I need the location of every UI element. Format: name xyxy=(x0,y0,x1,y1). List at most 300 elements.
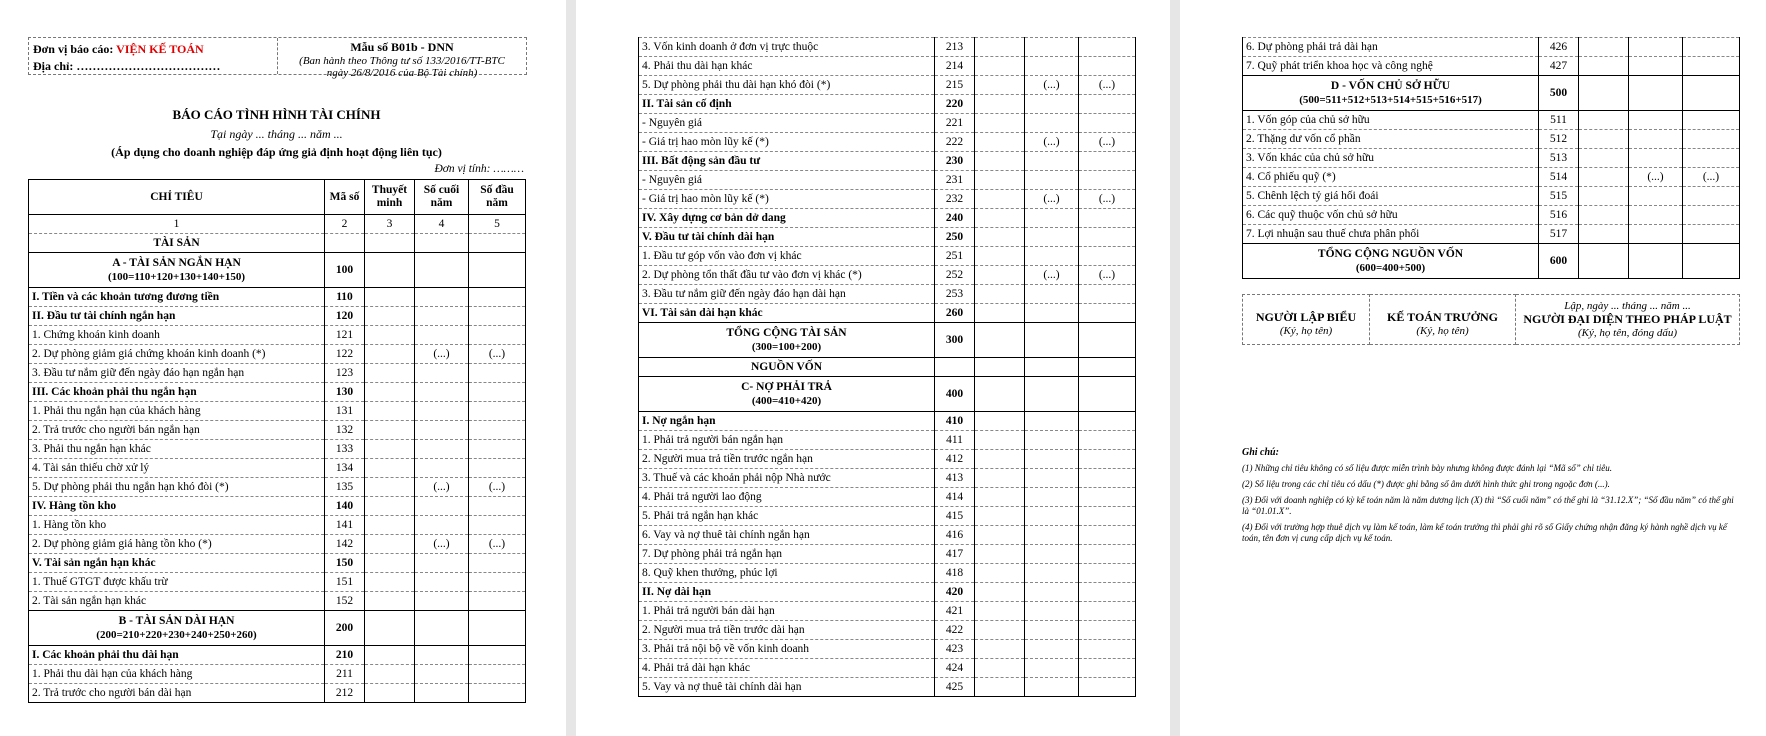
row-end-value xyxy=(415,253,469,288)
signature-date-line: Lập, ngày ... tháng ... năm ... xyxy=(1564,300,1691,312)
table-row xyxy=(639,450,1136,469)
table-row xyxy=(639,358,1136,377)
row-end-value xyxy=(1629,111,1683,130)
row-code: 232 xyxy=(935,190,975,209)
row-formula: (500=511+512+513+514+515+516+517) xyxy=(1299,94,1482,106)
row-end-value xyxy=(1025,57,1079,76)
row-code: 100 xyxy=(325,253,365,288)
row-code: 411 xyxy=(935,431,975,450)
table-row xyxy=(29,440,526,459)
row-indicator xyxy=(29,402,325,421)
table-row xyxy=(1243,130,1740,149)
row-code xyxy=(935,358,975,377)
row-end-value xyxy=(1025,678,1079,697)
row-label: 1. Vốn góp của chủ sở hữu xyxy=(1246,114,1370,126)
row-end-value xyxy=(1025,545,1079,564)
row-code: 420 xyxy=(935,583,975,602)
row-begin-value xyxy=(1079,304,1136,323)
row-indicator xyxy=(639,469,935,488)
row-begin-value xyxy=(1079,57,1136,76)
row-code: 123 xyxy=(325,364,365,383)
table-row xyxy=(29,478,526,497)
row-indicator xyxy=(639,76,935,95)
row-label: 2. Dự phòng giảm giá chứng khoán kinh doanh (*) xyxy=(32,348,266,360)
row-end-value xyxy=(1629,244,1683,279)
row-label: I. Các khoản phải thu dài hạn xyxy=(32,649,179,661)
row-formula: (400=410+420) xyxy=(751,395,822,407)
row-indicator xyxy=(639,545,935,564)
row-indicator xyxy=(29,364,325,383)
row-indicator xyxy=(639,358,935,377)
accountant-sign-hint: (Ký, họ tên) xyxy=(1416,325,1469,337)
issued-line-2: ngày 26/8/2016 của Bộ Tài chính) xyxy=(326,67,478,79)
row-code: 133 xyxy=(325,440,365,459)
row-note xyxy=(975,133,1025,152)
row-note xyxy=(1579,76,1629,111)
table-row xyxy=(1243,76,1740,111)
table-row xyxy=(29,459,526,478)
report-header xyxy=(28,37,527,79)
row-label: 1. Phải trả người bán dài hạn xyxy=(642,605,775,617)
row-begin-value xyxy=(1079,621,1136,640)
row-code: 151 xyxy=(325,573,365,592)
row-begin-value xyxy=(1683,130,1740,149)
note-2: (2) Số liệu trong các chỉ tiêu có dấu (*) được ghi bằng số âm dưới hình thức ghi trong ngoặc đơn (...). xyxy=(1242,479,1610,489)
row-code: 511 xyxy=(1539,111,1579,130)
row-label: I. Tiền và các khoản tương đương tiền xyxy=(32,291,220,303)
form-number: Mẫu số B01b - DNN xyxy=(350,40,454,54)
row-label: TÀI SẢN xyxy=(153,237,200,249)
table-row xyxy=(1243,187,1740,206)
row-label: 3. Thuế và các khoản phải nộp Nhà nước xyxy=(642,472,831,484)
table-row xyxy=(639,247,1136,266)
table-row xyxy=(29,326,526,345)
row-begin-value xyxy=(1079,95,1136,114)
row-label: 3. Vốn khác của chủ sở hữu xyxy=(1246,152,1375,164)
row-note xyxy=(975,507,1025,526)
row-indicator xyxy=(639,488,935,507)
row-label: 4. Phải thu dài hạn khác xyxy=(642,60,753,72)
row-indicator xyxy=(29,646,325,665)
row-indicator xyxy=(1243,244,1539,279)
col-num-2: 2 xyxy=(325,215,365,234)
row-code: 514 xyxy=(1539,168,1579,187)
row-note xyxy=(975,583,1025,602)
table-row xyxy=(29,592,526,611)
row-end-value xyxy=(1629,76,1683,111)
row-note xyxy=(975,431,1025,450)
row-label: 2. Dự phòng tổn thất đầu tư vào đơn vị khác (*) xyxy=(642,269,862,281)
row-label: 1. Phải trả người bán ngắn hạn xyxy=(642,434,784,446)
row-code: 417 xyxy=(935,545,975,564)
row-indicator xyxy=(29,421,325,440)
col-num-4: 4 xyxy=(415,215,469,234)
signature-block xyxy=(1242,294,1740,345)
row-note xyxy=(365,288,415,307)
row-code: 422 xyxy=(935,621,975,640)
row-indicator xyxy=(639,114,935,133)
note-1: (1) Những chỉ tiêu không có số liệu được miễn trình bày nhưng không được đánh lại “Mã số” chỉ tiêu. xyxy=(1242,463,1612,473)
preparer-sign-hint: (Ký, họ tên) xyxy=(1279,325,1333,337)
issued-line-1: (Ban hành theo Thông tư số 133/2016/TT-BTC xyxy=(299,55,505,67)
row-label: 2. Thặng dư vốn cổ phần xyxy=(1246,133,1361,145)
row-indicator xyxy=(639,678,935,697)
row-begin-value xyxy=(1079,640,1136,659)
row-code: 251 xyxy=(935,247,975,266)
row-indicator xyxy=(639,171,935,190)
row-note xyxy=(975,266,1025,285)
row-indicator xyxy=(639,190,935,209)
report-title: BÁO CÁO TÌNH HÌNH TÀI CHÍNH xyxy=(172,107,381,122)
row-end-value xyxy=(415,665,469,684)
row-indicator xyxy=(639,564,935,583)
row-begin-value xyxy=(469,421,526,440)
row-label: 2. Dự phòng giảm giá hàng tồn kho (*) xyxy=(32,538,212,550)
row-indicator xyxy=(639,507,935,526)
table-row xyxy=(29,684,526,703)
row-label: A - TÀI SẢN NGẮN HẠN xyxy=(112,257,241,269)
row-label: 2. Người mua trả tiền trước ngắn hạn xyxy=(642,453,813,465)
table-row xyxy=(29,234,526,253)
row-label: 2. Trả trước cho người bán ngắn hạn xyxy=(32,424,200,436)
row-indicator xyxy=(1243,111,1539,130)
row-note xyxy=(975,640,1025,659)
column-number-row xyxy=(29,215,526,234)
col-note: Thuyết minh xyxy=(365,180,415,215)
row-code: 134 xyxy=(325,459,365,478)
row-label: - Nguyên giá xyxy=(642,117,703,129)
table-row xyxy=(639,304,1136,323)
row-indicator xyxy=(639,377,935,412)
row-code: 230 xyxy=(935,152,975,171)
preparer-cell xyxy=(1243,295,1370,345)
row-begin-value xyxy=(1079,469,1136,488)
row-note xyxy=(975,152,1025,171)
row-begin-value xyxy=(1079,659,1136,678)
row-end-value xyxy=(1025,171,1079,190)
row-note xyxy=(365,573,415,592)
row-begin-value xyxy=(469,288,526,307)
row-code: 220 xyxy=(935,95,975,114)
row-indicator xyxy=(1243,76,1539,111)
row-note xyxy=(975,76,1025,95)
row-note xyxy=(365,497,415,516)
row-end-value xyxy=(415,646,469,665)
col-code: Mã số xyxy=(325,180,365,215)
table-row xyxy=(639,678,1136,697)
row-begin-value xyxy=(1683,57,1740,76)
row-note xyxy=(365,234,415,253)
row-code: 252 xyxy=(935,266,975,285)
row-indicator xyxy=(1243,149,1539,168)
row-begin-value xyxy=(1079,507,1136,526)
row-code: 142 xyxy=(325,535,365,554)
row-end-value xyxy=(1629,187,1683,206)
table-row xyxy=(29,554,526,573)
row-note xyxy=(975,285,1025,304)
row-end-value xyxy=(1025,412,1079,431)
row-begin-value xyxy=(469,611,526,646)
row-label: 5. Phải trả ngắn hạn khác xyxy=(642,510,759,522)
row-begin-value xyxy=(1079,323,1136,358)
row-begin-value xyxy=(469,497,526,516)
row-end-value xyxy=(415,383,469,402)
row-label: 1. Chứng khoán kinh doanh xyxy=(32,329,160,341)
row-code: 260 xyxy=(935,304,975,323)
row-note xyxy=(975,190,1025,209)
row-note xyxy=(365,402,415,421)
row-code: 517 xyxy=(1539,225,1579,244)
row-note xyxy=(1579,57,1629,76)
row-end-value xyxy=(1629,130,1683,149)
legal-rep-title: NGƯỜI ĐẠI DIỆN THEO PHÁP LUẬT xyxy=(1523,312,1732,326)
row-end-value xyxy=(1025,247,1079,266)
row-end-value xyxy=(1025,621,1079,640)
row-end-value xyxy=(415,573,469,592)
row-end-value xyxy=(1025,323,1079,358)
row-indicator xyxy=(1243,187,1539,206)
row-begin-value xyxy=(469,665,526,684)
preparer-title: NGƯỜI LẬP BIỂU xyxy=(1255,310,1357,324)
row-label: 4. Phải trả dài hạn khác xyxy=(642,662,750,674)
table-row xyxy=(639,190,1136,209)
row-end-value: (...) xyxy=(1629,168,1683,187)
row-note xyxy=(975,377,1025,412)
row-begin-value xyxy=(1079,526,1136,545)
table-row xyxy=(639,621,1136,640)
row-end-value xyxy=(415,326,469,345)
row-indicator xyxy=(29,516,325,535)
table-row xyxy=(639,95,1136,114)
unit-name: VIỆN KẾ TOÁN xyxy=(116,42,204,56)
row-note xyxy=(975,114,1025,133)
col-num-1: 1 xyxy=(29,215,325,234)
table-row xyxy=(639,133,1136,152)
row-begin-value xyxy=(1079,488,1136,507)
row-note xyxy=(975,602,1025,621)
row-indicator xyxy=(639,323,935,358)
row-note xyxy=(975,526,1025,545)
table-row xyxy=(29,516,526,535)
row-label: 3. Phải trả nội bộ về vốn kinh doanh xyxy=(642,643,810,655)
row-end-value xyxy=(1629,57,1683,76)
row-code: 410 xyxy=(935,412,975,431)
row-label: 5. Chênh lệch tỷ giá hối đoái xyxy=(1246,190,1379,202)
row-label: II. Nợ dài hạn xyxy=(642,586,712,598)
table-row xyxy=(29,402,526,421)
row-note xyxy=(365,459,415,478)
row-indicator xyxy=(29,535,325,554)
table-row xyxy=(29,421,526,440)
table-row xyxy=(29,253,526,288)
row-label: 6. Vay và nợ thuê tài chính ngắn hạn xyxy=(642,529,810,541)
row-end-value: (...) xyxy=(415,535,469,554)
row-begin-value xyxy=(1079,152,1136,171)
row-indicator xyxy=(639,95,935,114)
row-label: 5. Vay và nợ thuê tài chính dài hạn xyxy=(642,681,802,693)
row-begin-value: (...) xyxy=(469,478,526,497)
row-label: - Giá trị hao mòn lũy kế (*) xyxy=(642,193,769,205)
row-end-value xyxy=(1025,152,1079,171)
row-indicator xyxy=(639,431,935,450)
row-label: I. Nợ ngắn hạn xyxy=(642,415,716,427)
row-indicator xyxy=(639,247,935,266)
row-indicator xyxy=(639,304,935,323)
row-begin-value xyxy=(1683,206,1740,225)
row-note xyxy=(975,38,1025,57)
row-end-value xyxy=(1025,358,1079,377)
report-applies: (Áp dụng cho doanh nghiệp đáp ứng giả định hoạt động liên tục) xyxy=(111,145,442,159)
row-end-value xyxy=(415,516,469,535)
row-note xyxy=(975,412,1025,431)
row-label: 4. Cổ phiếu quỹ (*) xyxy=(1246,171,1336,183)
row-end-value xyxy=(1025,507,1079,526)
col-end: Số cuối năm xyxy=(415,180,469,215)
row-note xyxy=(365,611,415,646)
row-begin-value xyxy=(1079,678,1136,697)
row-formula: (100=110+120+130+140+150) xyxy=(107,271,246,283)
table-row xyxy=(639,76,1136,95)
row-note xyxy=(365,535,415,554)
row-indicator xyxy=(639,526,935,545)
row-code: 500 xyxy=(1539,76,1579,111)
row-end-value xyxy=(1025,228,1079,247)
row-end-value xyxy=(415,592,469,611)
row-end-value xyxy=(1025,285,1079,304)
row-indicator xyxy=(29,288,325,307)
row-end-value xyxy=(415,459,469,478)
row-end-value xyxy=(415,497,469,516)
row-indicator xyxy=(639,412,935,431)
row-code: 250 xyxy=(935,228,975,247)
row-note xyxy=(365,326,415,345)
table-row xyxy=(1243,168,1740,187)
row-indicator xyxy=(29,592,325,611)
row-note xyxy=(1579,206,1629,225)
row-begin-value xyxy=(469,646,526,665)
row-end-value: (...) xyxy=(1025,266,1079,285)
row-indicator xyxy=(1243,225,1539,244)
form-box xyxy=(278,38,526,79)
row-note xyxy=(365,307,415,326)
row-note xyxy=(975,469,1025,488)
row-code: 210 xyxy=(325,646,365,665)
row-note xyxy=(365,478,415,497)
table-row xyxy=(1243,38,1740,57)
row-code: 415 xyxy=(935,507,975,526)
row-begin-value xyxy=(1079,377,1136,412)
table-row xyxy=(639,209,1136,228)
row-indicator xyxy=(29,554,325,573)
row-begin-value xyxy=(469,307,526,326)
row-formula: (300=100+200) xyxy=(751,341,822,353)
row-label: 6. Dự phòng phải trả dài hạn xyxy=(1246,41,1378,53)
row-code: 416 xyxy=(935,526,975,545)
row-end-value xyxy=(1025,469,1079,488)
row-label: 2. Trả trước cho người bán dài hạn xyxy=(32,687,192,699)
row-code: 240 xyxy=(935,209,975,228)
row-begin-value xyxy=(1079,358,1136,377)
row-begin-value: (...) xyxy=(469,535,526,554)
row-begin-value: (...) xyxy=(1079,133,1136,152)
row-label: 4. Tài sản thiếu chờ xử lý xyxy=(32,462,150,474)
row-note xyxy=(365,665,415,684)
row-begin-value xyxy=(469,364,526,383)
row-begin-value xyxy=(1683,187,1740,206)
row-end-value xyxy=(1025,659,1079,678)
row-code: 423 xyxy=(935,640,975,659)
table-row xyxy=(29,383,526,402)
row-indicator xyxy=(29,611,325,646)
row-end-value xyxy=(1025,488,1079,507)
row-end-value xyxy=(1025,564,1079,583)
table-row xyxy=(29,307,526,326)
row-begin-value xyxy=(1079,564,1136,583)
table-row xyxy=(29,646,526,665)
row-label: III. Các khoản phải thu ngắn hạn xyxy=(32,386,197,398)
row-indicator xyxy=(29,478,325,497)
row-label: IV. Xây dựng cơ bản dở dang xyxy=(642,212,786,224)
row-begin-value: (...) xyxy=(1079,266,1136,285)
row-label: NGUỒN VỐN xyxy=(750,361,823,373)
row-code: 412 xyxy=(935,450,975,469)
row-begin-value xyxy=(1079,114,1136,133)
row-begin-value xyxy=(1079,602,1136,621)
row-label: 1. Hàng tồn kho xyxy=(32,519,107,531)
table-row xyxy=(639,583,1136,602)
row-indicator xyxy=(639,640,935,659)
table-row xyxy=(639,266,1136,285)
rows-page-3 xyxy=(1243,38,1740,279)
row-end-value xyxy=(1025,377,1079,412)
row-end-value xyxy=(1025,602,1079,621)
balance-sheet-table-3 xyxy=(1242,37,1740,279)
table-row xyxy=(29,345,526,364)
row-code: 231 xyxy=(935,171,975,190)
row-note xyxy=(365,440,415,459)
row-note xyxy=(975,564,1025,583)
row-begin-value xyxy=(469,459,526,478)
row-code: 221 xyxy=(935,114,975,133)
table-row xyxy=(1243,206,1740,225)
row-indicator xyxy=(29,307,325,326)
row-end-value xyxy=(415,554,469,573)
row-code: 213 xyxy=(935,38,975,57)
table-row xyxy=(639,469,1136,488)
row-code: 150 xyxy=(325,554,365,573)
row-end-value xyxy=(415,421,469,440)
row-note xyxy=(1579,38,1629,57)
row-note xyxy=(975,678,1025,697)
row-label: 3. Đầu tư nắm giữ đến ngày đáo hạn ngắn hạn xyxy=(32,367,245,379)
row-note xyxy=(1579,225,1629,244)
row-note xyxy=(1579,130,1629,149)
row-indicator xyxy=(1243,57,1539,76)
row-indicator xyxy=(29,459,325,478)
row-indicator xyxy=(639,450,935,469)
row-label: - Giá trị hao mòn lũy kế (*) xyxy=(642,136,769,148)
row-code: 300 xyxy=(935,323,975,358)
row-code: 211 xyxy=(325,665,365,684)
row-note xyxy=(365,421,415,440)
table-row xyxy=(639,545,1136,564)
row-code: 120 xyxy=(325,307,365,326)
table-row xyxy=(1243,244,1740,279)
row-label: II. Đầu tư tài chính ngắn hạn xyxy=(32,310,176,322)
col-indicator: CHỈ TIÊU xyxy=(29,180,325,215)
row-begin-value: (...) xyxy=(1079,76,1136,95)
row-label: - Nguyên giá xyxy=(642,174,703,186)
